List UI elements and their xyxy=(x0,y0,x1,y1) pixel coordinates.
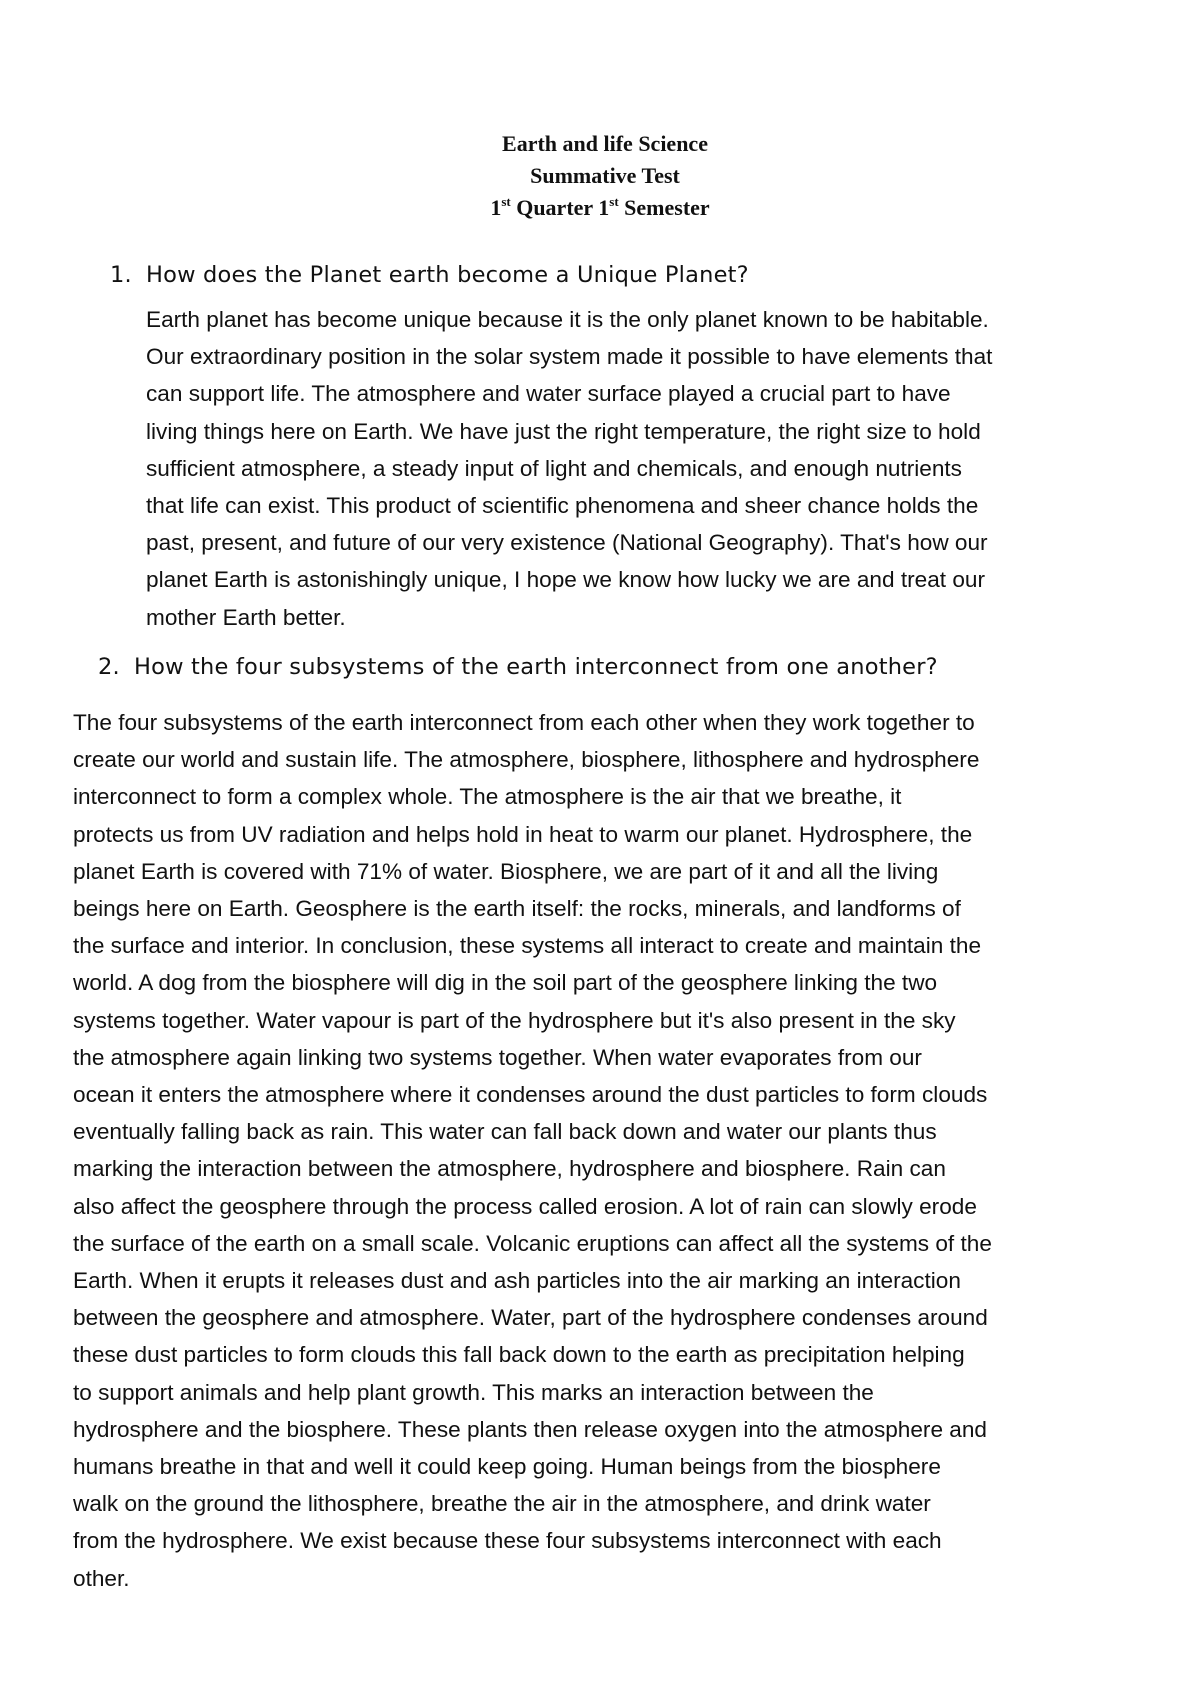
answer-2-line: interconnect to form a complex whole. The atmosphere is the air that we breathe, it xyxy=(73,784,902,810)
semester-text: Semester xyxy=(618,195,710,220)
answer-2-line: protects us from UV radiation and helps hold in heat to warm our planet. Hydrosphere, the xyxy=(73,821,973,847)
answer-1-line: Earth planet has become unique because it is the only planet known to be habitable. xyxy=(146,307,989,332)
answer-2-line: the atmosphere again linking two systems together. When water evaporates from our xyxy=(73,1044,922,1070)
answer-2-line: ocean it enters the atmosphere where it condenses around the dust particles to form clouds xyxy=(73,1082,988,1108)
answer-2-line: marking the interaction between the atmosphere, hydrosphere and biosphere. Rain can xyxy=(73,1156,946,1182)
question-2-heading xyxy=(98,654,938,680)
answer-2-line: walk on the ground the lithosphere, breathe the air in the atmosphere, and drink water xyxy=(73,1491,931,1517)
quarter-ordinal: st xyxy=(501,193,511,209)
answer-2-line: eventually falling back as rain. This water can fall back down and water our plants thus xyxy=(73,1119,937,1145)
answer-1-line: that life can exist. This product of scientific phenomena and sheer chance holds the xyxy=(146,493,979,519)
answer-2-paragraph xyxy=(73,704,992,1597)
answer-2-line: Earth. When it erupts it releases dust and ash particles into the air marking an interaction xyxy=(73,1268,961,1294)
question-2-text: How the four subsystems of the earth interconnect from one another? xyxy=(134,654,938,680)
answer-2-line: planet Earth is covered with 71% of water. Biosphere, we are part of it and all the living xyxy=(73,858,939,884)
answer-2-line: also affect the geosphere through the process called erosion. A lot of rain can slowly erode xyxy=(73,1193,977,1219)
quarter-semester-line xyxy=(0,192,1200,224)
answer-2-line: the surface and interior. In conclusion, these systems all interact to create and maintain the xyxy=(73,933,982,959)
answer-1-line: can support life. The atmosphere and water surface played a crucial part to have xyxy=(146,381,951,407)
question-1-number: 1. xyxy=(110,262,132,288)
document-title: Earth and life Science xyxy=(502,131,708,156)
answer-1-line: past, present, and future of our very existence (National Geography). That's how our xyxy=(146,530,988,556)
semester-ordinal: st xyxy=(609,193,619,209)
document-subtitle: Summative Test xyxy=(530,163,680,188)
quarter-text: Quarter 1 xyxy=(510,195,610,220)
question-2-number: 2. xyxy=(98,654,120,680)
answer-2-line: from the hydrosphere. We exist because these four subsystems interconnect with each xyxy=(73,1528,942,1554)
answer-2-line: The four subsystems of the earth interconnect from each other when they work together to xyxy=(73,710,975,735)
answer-2-line: humans breathe in that and well it could keep going. Human beings from the biosphere xyxy=(73,1454,941,1480)
answer-2-line: beings here on Earth. Geosphere is the earth itself: the rocks, minerals, and landforms of xyxy=(73,896,961,922)
question-1-text: How does the Planet earth become a Unique Planet? xyxy=(146,262,749,288)
answer-1-line: living things here on Earth. We have just the right temperature, the right size to hold xyxy=(146,418,981,444)
answer-1-line: planet Earth is astonishingly unique, I hope we know how lucky we are and treat our xyxy=(146,567,985,593)
answer-2-line: to support animals and help plant growth. This marks an interaction between the xyxy=(73,1379,874,1405)
answer-2-line: other. xyxy=(73,1565,130,1591)
answer-2-line: between the geosphere and atmosphere. Water, part of the hydrosphere condenses around xyxy=(73,1305,988,1331)
answer-2-line: these dust particles to form clouds this fall back down to the earth as precipitation helping xyxy=(73,1342,965,1368)
answer-2-line: world. A dog from the biosphere will dig in the soil part of the geosphere linking the two xyxy=(73,970,938,996)
document-header xyxy=(0,128,1200,224)
quarter-number: 1 xyxy=(490,195,502,220)
answer-2-line: systems together. Water vapour is part of the hydrosphere but it's also present in the sky xyxy=(73,1007,956,1033)
answer-2-line: the surface of the earth on a small scale. Volcanic eruptions can affect all the systems of the xyxy=(73,1230,992,1256)
answer-2-line: create our world and sustain life. The atmosphere, biosphere, lithosphere and hydrosphere xyxy=(73,747,980,773)
answer-1-line: Our extraordinary position in the solar system made it possible to have elements that xyxy=(146,344,993,370)
answer-2-line: hydrosphere and the biosphere. These plants then release oxygen into the atmosphere and xyxy=(73,1416,987,1442)
question-1-heading xyxy=(110,262,749,288)
answer-1-line: mother Earth better. xyxy=(146,604,346,630)
answer-1-line: sufficient atmosphere, a steady input of light and chemicals, and enough nutrients xyxy=(146,455,962,481)
answer-1-paragraph xyxy=(146,301,992,636)
